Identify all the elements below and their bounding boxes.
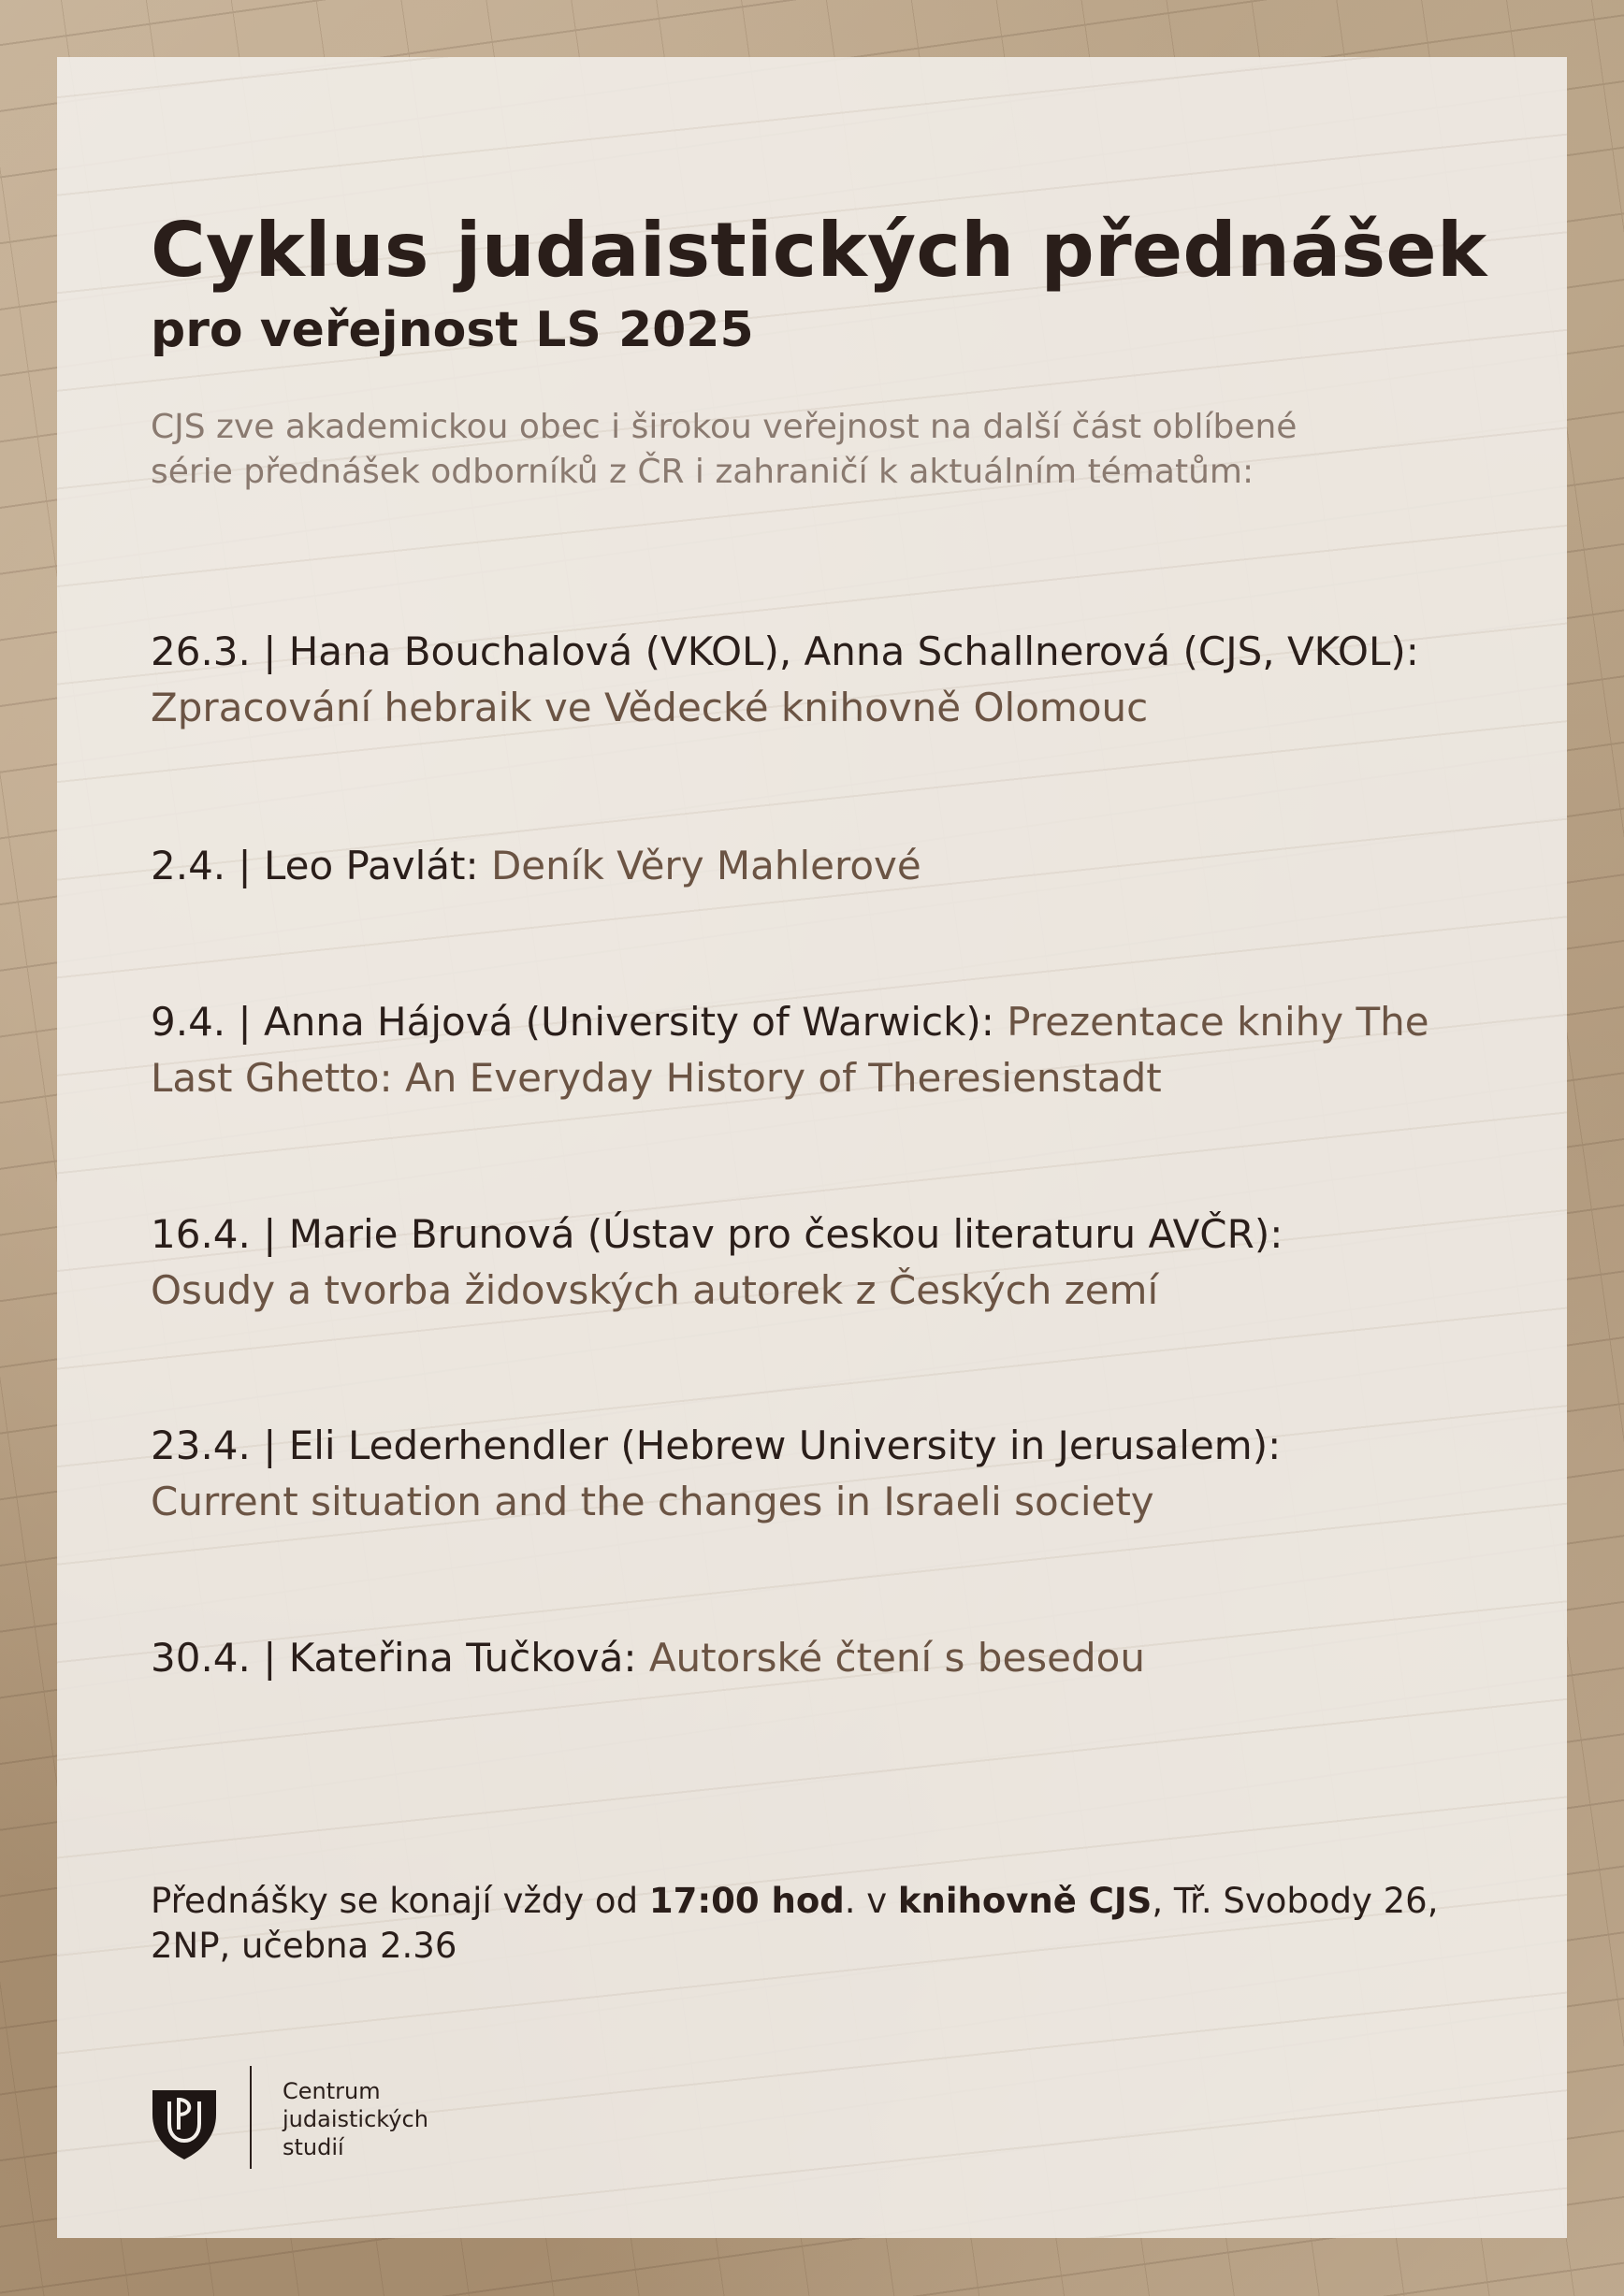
lecture-item	[151, 838, 1516, 894]
logo-line-2: judaistických	[283, 2106, 428, 2132]
lecture-topic: Autorské čtení s besedou	[648, 1635, 1145, 1681]
lecture-speaker: 9.4. | Anna Hájová (University of Warwick):	[151, 999, 994, 1045]
venue-time: 17:00 hod	[648, 1881, 845, 1921]
university-shield-icon	[151, 2087, 218, 2161]
lecture-item	[151, 1418, 1516, 1530]
lecture-item	[151, 624, 1516, 736]
lecture-speaker: 30.4. | Kateřina Tučková:	[151, 1635, 637, 1681]
logo-text	[283, 2077, 428, 2161]
lecture-speaker: 23.4. | Eli Lederhendler (Hebrew University in Jerusalem):	[151, 1422, 1282, 1468]
lecture-speaker: 16.4. | Marie Brunová (Ústav pro českou literaturu AVČR):	[151, 1211, 1283, 1257]
page-title: Cyklus judaistických přednášek	[151, 207, 1487, 294]
venue-text-2: . v	[844, 1881, 898, 1921]
logo-divider	[250, 2066, 252, 2169]
lecture-item	[151, 1206, 1516, 1319]
lecture-topic: Prezentace knihy The Last Ghetto: An Everyday History of Theresienstadt	[151, 999, 1429, 1101]
intro-line-1: CJS zve akademickou obec i širokou veřejnost na další část oblíbené	[151, 408, 1298, 446]
lecture-topic: Zpracování hebraik ve Vědecké knihovně Olomouc	[151, 685, 1149, 730]
logo-line-3: studií	[283, 2134, 344, 2160]
intro-line-2: série přednášek odborníků z ČR i zahraničí k aktuálním tématům:	[151, 453, 1254, 491]
lecture-item	[151, 1630, 1516, 1686]
venue-text-3: , Tř. Svobody 26, 2NP, učebna 2.36	[151, 1881, 1439, 1966]
venue-text-1: Přednášky se konají vždy od	[151, 1881, 649, 1921]
poster-panel	[57, 57, 1567, 2238]
logo-line-1: Centrum	[283, 2078, 381, 2104]
lecture-topic: Current situation and the changes in Israeli society	[151, 1479, 1154, 1524]
venue-info	[151, 1879, 1498, 1969]
lecture-item	[151, 994, 1460, 1106]
lecture-speaker: 2.4. | Leo Pavlát:	[151, 843, 479, 888]
lecture-topic: Osudy a tvorba židovských autorek z Českých zemí	[151, 1267, 1159, 1313]
intro-text	[151, 405, 1498, 495]
lecture-topic: Deník Věry Mahlerové	[490, 843, 921, 888]
page-subtitle: pro veřejnost LS 2025	[151, 302, 754, 358]
venue-place: knihovně CJS	[897, 1881, 1153, 1921]
lecture-speaker: 26.3. | Hana Bouchalová (VKOL), Anna Schallnerová (CJS, VKOL):	[151, 628, 1419, 674]
